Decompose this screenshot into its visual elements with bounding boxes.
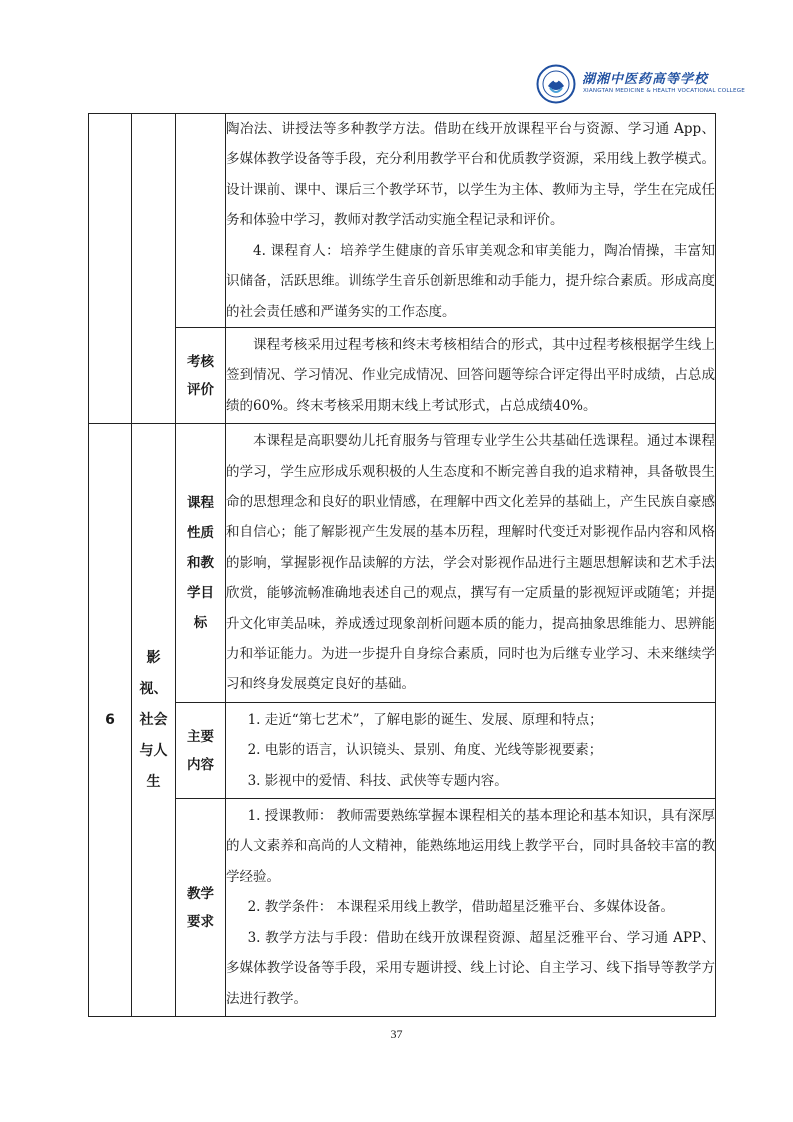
teaching-methods-tail: 陶冶法、讲授法等多种教学方法。借助在线开放课程平台与资源、学习通 App、多媒体教学设备等手段，充分利用教学平台和优质教学资源，采用线上教学模式。设计课前、课中、课后三个教学环节，以学生为主体、教师为主导，学生在完成任务和体验中学习，教师对教学活动实施全程记录和评价。 [226,121,715,229]
course-name-line: 生 [146,773,161,790]
content-label-line: 主要 [187,728,214,745]
course-nature-label [176,424,226,703]
page-number: 37 [390,1027,403,1041]
nature-label-line: 标 [193,615,208,631]
college-name-cn: 湖湘中医药高等学校 [582,72,709,87]
prev-course-name-cell [132,114,176,424]
teaching-requirements-cell [226,799,716,1017]
requirement-item: 1. 授课教师： 教师需要熟练掌握本课程相关的基本理论和基本知识，具有深厚的人文素养和高尚的人文精神，能熟练地运用线上教学平台，同时具备较丰富的教学经验。 [226,808,715,885]
table-row [89,799,716,1017]
main-content-label [176,703,226,799]
main-content-cell [226,703,716,799]
assessment-cell [226,328,716,424]
prev-requirements-label-cell [176,114,226,328]
course-table [88,113,716,1017]
assessment-label-line: 评价 [187,381,214,398]
nature-label-line: 学目 [187,585,214,601]
course-nature-text: 本课程是高职婴幼儿托育服务与管理专业学生公共基础任选课程。通过本课程的学习，学生应形成乐观积极的人生态度和不断完善自我的追求精神，具备敬畏生命的思想理念和良好的职业情感，在理解中西文化差异的基础上，产生民族自豪感和自信心；能了解影视产生发展的基本历程，理解时代变迁对影视作品内容和风格的影响，掌握影视作品读解的方法，学会对影视作品进行主题思想解读和艺术手法欣赏，能够流畅准确地表述自己的观点，撰写有一定质量的影视短评或随笔；并提升文化审美品味，养成透过现象剖析问题本质的能力，提高抽象思维能力、思辨能力和举证能力。为进一步提升自身综合素质，同时也为后继专业学习、未来继续学习和终身发展奠定良好的基础。 [226,433,715,693]
nature-label-line: 和教 [187,555,214,571]
course-name-line: 视、 [139,680,168,697]
assessment-label-line: 考核 [187,353,214,370]
course-name-line: 与人 [139,742,168,759]
content-item: 2. 电影的语言，认识镜头、景别、角度、光线等影视要素； [247,742,603,759]
table-row [89,424,716,703]
table-row [89,703,716,799]
course-education-text: 4. 课程育人：培养学生健康的音乐审美观念和审美能力，陶冶情操，丰富知识储备，活跃思维。训练学生音乐创新思维和动手能力，提升综合素质。形成高度的社会责任感和严谨务实的工作态度。 [226,242,715,320]
assessment-label [176,328,226,424]
requirements-label-line: 教学 [187,885,214,902]
course-nature-cell [226,424,716,703]
requirements-label-line: 要求 [187,913,214,930]
course-name-line: 影 [146,649,161,666]
course-name [132,424,176,1017]
requirement-item: 2. 教学条件： 本课程采用线上教学，借助超星泛雅平台、多媒体设备。 [247,899,675,916]
nature-label-line: 性质 [187,525,214,541]
teaching-requirements-label [176,799,226,1017]
content-label-line: 内容 [187,756,214,773]
table-row [89,114,716,328]
assessment-text: 课程考核采用过程考核和终末考核相结合的形式，其中过程考核根据学生线上签到情况、学习情况、作业完成情况、回答问题等综合评定得出平时成绩，占总成绩的60%。终末考核采用期末线上考试形式，占总成绩40%。 [226,336,715,414]
college-emblem-icon [536,64,576,104]
college-logo [536,64,745,106]
college-name-en: XIANGTAN MEDICINE & HEALTH VOCATIONAL COLLEGE [583,88,745,94]
content-item: 3. 影视中的爱情、科技、武侠等专题内容。 [247,772,508,789]
nature-label-line: 课程 [187,495,214,511]
content-item: 1. 走近“第七艺术”，了解电影的诞生、发展、原理和特点； [247,711,603,728]
prev-requirements-cell [226,114,716,328]
course-number: 6 [89,424,132,1017]
course-name-line: 社会 [139,711,168,728]
table-row [89,328,716,424]
requirement-item: 3. 教学方法与手段：借助在线开放课程资源、超星泛雅平台、学习通 APP、多媒体教学设备等手段，采用专题讲授、线上讨论、自主学习、线下指导等教学方法进行教学。 [226,929,715,1007]
prev-course-number-cell [89,114,132,424]
